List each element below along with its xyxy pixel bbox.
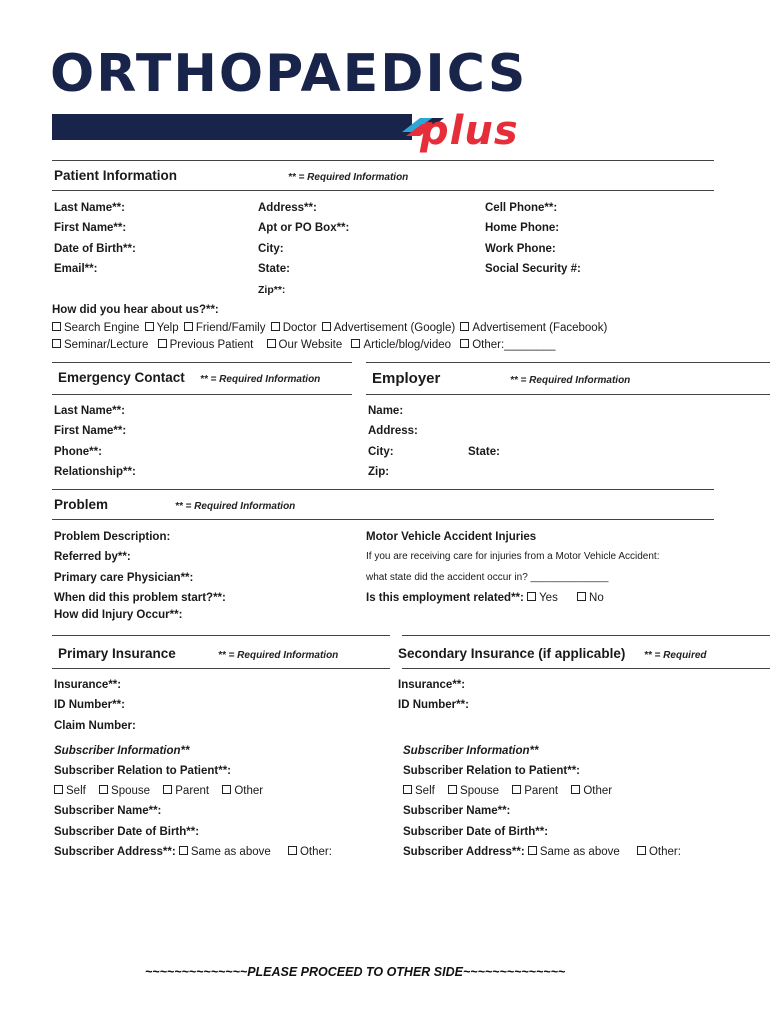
required-note-short: ** = Required — [644, 650, 707, 661]
secondary-id-number-label: ID Number**: — [398, 699, 469, 711]
patient-state-label: State: — [258, 263, 290, 275]
secondary-subscriber-dob-label: Subscriber Date of Birth**: — [403, 826, 549, 838]
problem-start-label: When did this problem start?**: — [54, 592, 226, 604]
required-note: ** = Required Information — [510, 375, 631, 386]
checkbox-seminar[interactable]: Seminar/Lecture — [52, 339, 148, 351]
divider — [366, 394, 770, 395]
checkbox-other[interactable]: Other — [222, 785, 263, 797]
secondary-insurance-title: Secondary Insurance (if applicable) — [398, 646, 626, 661]
patient-ssn-label: Social Security #: — [485, 263, 581, 275]
checkbox-friend-family[interactable]: Friend/Family — [184, 322, 266, 334]
problem-description-label: Problem Description: — [54, 531, 171, 543]
mva-title: Motor Vehicle Accident Injuries — [366, 531, 537, 543]
checkbox-search-engine[interactable]: Search Engine — [52, 322, 139, 334]
primary-insurance-label: Insurance**: — [54, 679, 122, 691]
patient-city-label: City: — [258, 243, 284, 255]
required-note: ** = Required Information — [218, 650, 339, 661]
injury-occur-label: How did Injury Occur**: — [54, 609, 183, 621]
required-note: ** = Required Information — [200, 374, 321, 385]
checkbox-other[interactable]: Other — [571, 785, 612, 797]
employer-address-label: Address: — [368, 425, 418, 437]
primary-subscriber-dob-label: Subscriber Date of Birth**: — [54, 826, 200, 838]
required-note: ** = Required Information — [175, 501, 296, 512]
primary-subscriber-relation-label: Subscriber Relation to Patient**: — [54, 765, 232, 777]
checkbox-self[interactable]: Self — [54, 785, 86, 797]
required-note: ** = Required Information — [288, 172, 409, 183]
checkbox-same-as-above[interactable]: Same as above — [179, 846, 271, 858]
emergency-phone-label: Phone**: — [54, 446, 102, 458]
mva-line-1: If you are receiving care for injuries from a Motor Vehicle Accident: — [366, 551, 660, 562]
primary-physician-label: Primary care Physician**: — [54, 572, 194, 584]
emergency-relationship-label: Relationship**: — [54, 466, 136, 478]
divider — [52, 668, 390, 669]
primary-id-number-label: ID Number**: — [54, 699, 125, 711]
checkbox-address-other[interactable]: Other: — [637, 846, 681, 858]
checkbox-no[interactable]: No — [577, 592, 604, 604]
primary-subscriber-address-row — [54, 846, 332, 858]
patient-last-name-label: Last Name**: — [54, 202, 125, 214]
divider — [402, 635, 770, 636]
divider — [52, 489, 714, 490]
employer-name-label: Name: — [368, 405, 404, 417]
checkbox-article[interactable]: Article/blog/video — [351, 339, 451, 351]
mva-line-2: what state did the accident occur in? ______________ — [366, 572, 609, 583]
employer-state-label: State: — [468, 446, 500, 458]
secondary-subscriber-name-label: Subscriber Name**: — [403, 805, 511, 817]
emergency-section-title: Emergency Contact — [58, 370, 185, 385]
checkbox-self[interactable]: Self — [403, 785, 435, 797]
divider — [52, 160, 714, 161]
referred-by-label: Referred by**: — [54, 551, 131, 563]
patient-cell-phone-label: Cell Phone**: — [485, 202, 558, 214]
secondary-insurance-label: Insurance**: — [398, 679, 466, 691]
checkbox-yes[interactable]: Yes — [527, 592, 558, 604]
patient-home-phone-label: Home Phone: — [485, 222, 560, 234]
hear-options-row-1 — [52, 322, 607, 334]
secondary-subscriber-heading: Subscriber Information** — [403, 745, 539, 757]
secondary-relation-options — [403, 785, 612, 797]
employment-related-label: Is this employment related**: — [366, 592, 524, 604]
patient-zip-label: Zip**: — [258, 284, 286, 296]
checkbox-ad-google[interactable]: Advertisement (Google) — [322, 322, 455, 334]
checkbox-parent[interactable]: Parent — [512, 785, 558, 797]
patient-address-label: Address**: — [258, 202, 317, 214]
emergency-first-name-label: First Name**: — [54, 425, 127, 437]
hear-question: How did you hear about us?**: — [52, 304, 219, 316]
employer-zip-label: Zip: — [368, 466, 390, 478]
checkbox-previous-patient[interactable]: Previous Patient — [158, 339, 254, 351]
problem-section-title: Problem — [54, 497, 109, 512]
primary-subscriber-name-label: Subscriber Name**: — [54, 805, 162, 817]
subscriber-address-label: Subscriber Address**: — [54, 846, 176, 858]
divider — [52, 362, 352, 363]
divider — [366, 362, 770, 363]
divider — [52, 190, 714, 191]
subscriber-address-label: Subscriber Address**: — [403, 846, 525, 858]
primary-claim-number-label: Claim Number: — [54, 720, 136, 732]
hear-options-row-2 — [52, 339, 555, 351]
employer-city-label: City: — [368, 446, 394, 458]
primary-insurance-title: Primary Insurance — [58, 646, 176, 661]
primary-relation-options — [54, 785, 263, 797]
primary-subscriber-heading: Subscriber Information** — [54, 745, 190, 757]
patient-email-label: Email**: — [54, 263, 98, 275]
employment-related-row — [366, 592, 604, 604]
patient-work-phone-label: Work Phone: — [485, 243, 556, 255]
checkbox-doctor[interactable]: Doctor — [271, 322, 317, 334]
divider — [52, 635, 390, 636]
emergency-last-name-label: Last Name**: — [54, 405, 125, 417]
checkbox-yelp[interactable]: Yelp — [145, 322, 179, 334]
patient-first-name-label: First Name**: — [54, 222, 127, 234]
patient-dob-label: Date of Birth**: — [54, 243, 136, 255]
proceed-other-side-note: ~~~~~~~~~~~~~~PLEASE PROCEED TO OTHER SIDE~~~~~~~~~~~~~~ — [145, 965, 566, 979]
secondary-subscriber-address-row — [403, 846, 681, 858]
brand-logo-bar — [52, 114, 412, 140]
divider — [52, 519, 714, 520]
brand-logo-text: ORTHOPAEDICS — [50, 44, 528, 104]
checkbox-address-other[interactable]: Other: — [288, 846, 332, 858]
checkbox-parent[interactable]: Parent — [163, 785, 209, 797]
checkbox-our-website[interactable]: Our Website — [267, 339, 343, 351]
checkbox-spouse[interactable]: Spouse — [99, 785, 150, 797]
checkbox-spouse[interactable]: Spouse — [448, 785, 499, 797]
divider — [402, 668, 770, 669]
plus-logo-text: plus — [420, 108, 519, 154]
checkbox-other[interactable]: Other:________ — [460, 339, 555, 351]
secondary-subscriber-relation-label: Subscriber Relation to Patient**: — [403, 765, 581, 777]
patient-apt-label: Apt or PO Box**: — [258, 222, 350, 234]
patient-section-title: Patient Information — [54, 168, 178, 183]
divider — [52, 394, 352, 395]
employer-section-title: Employer — [372, 370, 441, 387]
checkbox-same-as-above[interactable]: Same as above — [528, 846, 620, 858]
checkbox-ad-facebook[interactable]: Advertisement (Facebook) — [460, 322, 607, 334]
